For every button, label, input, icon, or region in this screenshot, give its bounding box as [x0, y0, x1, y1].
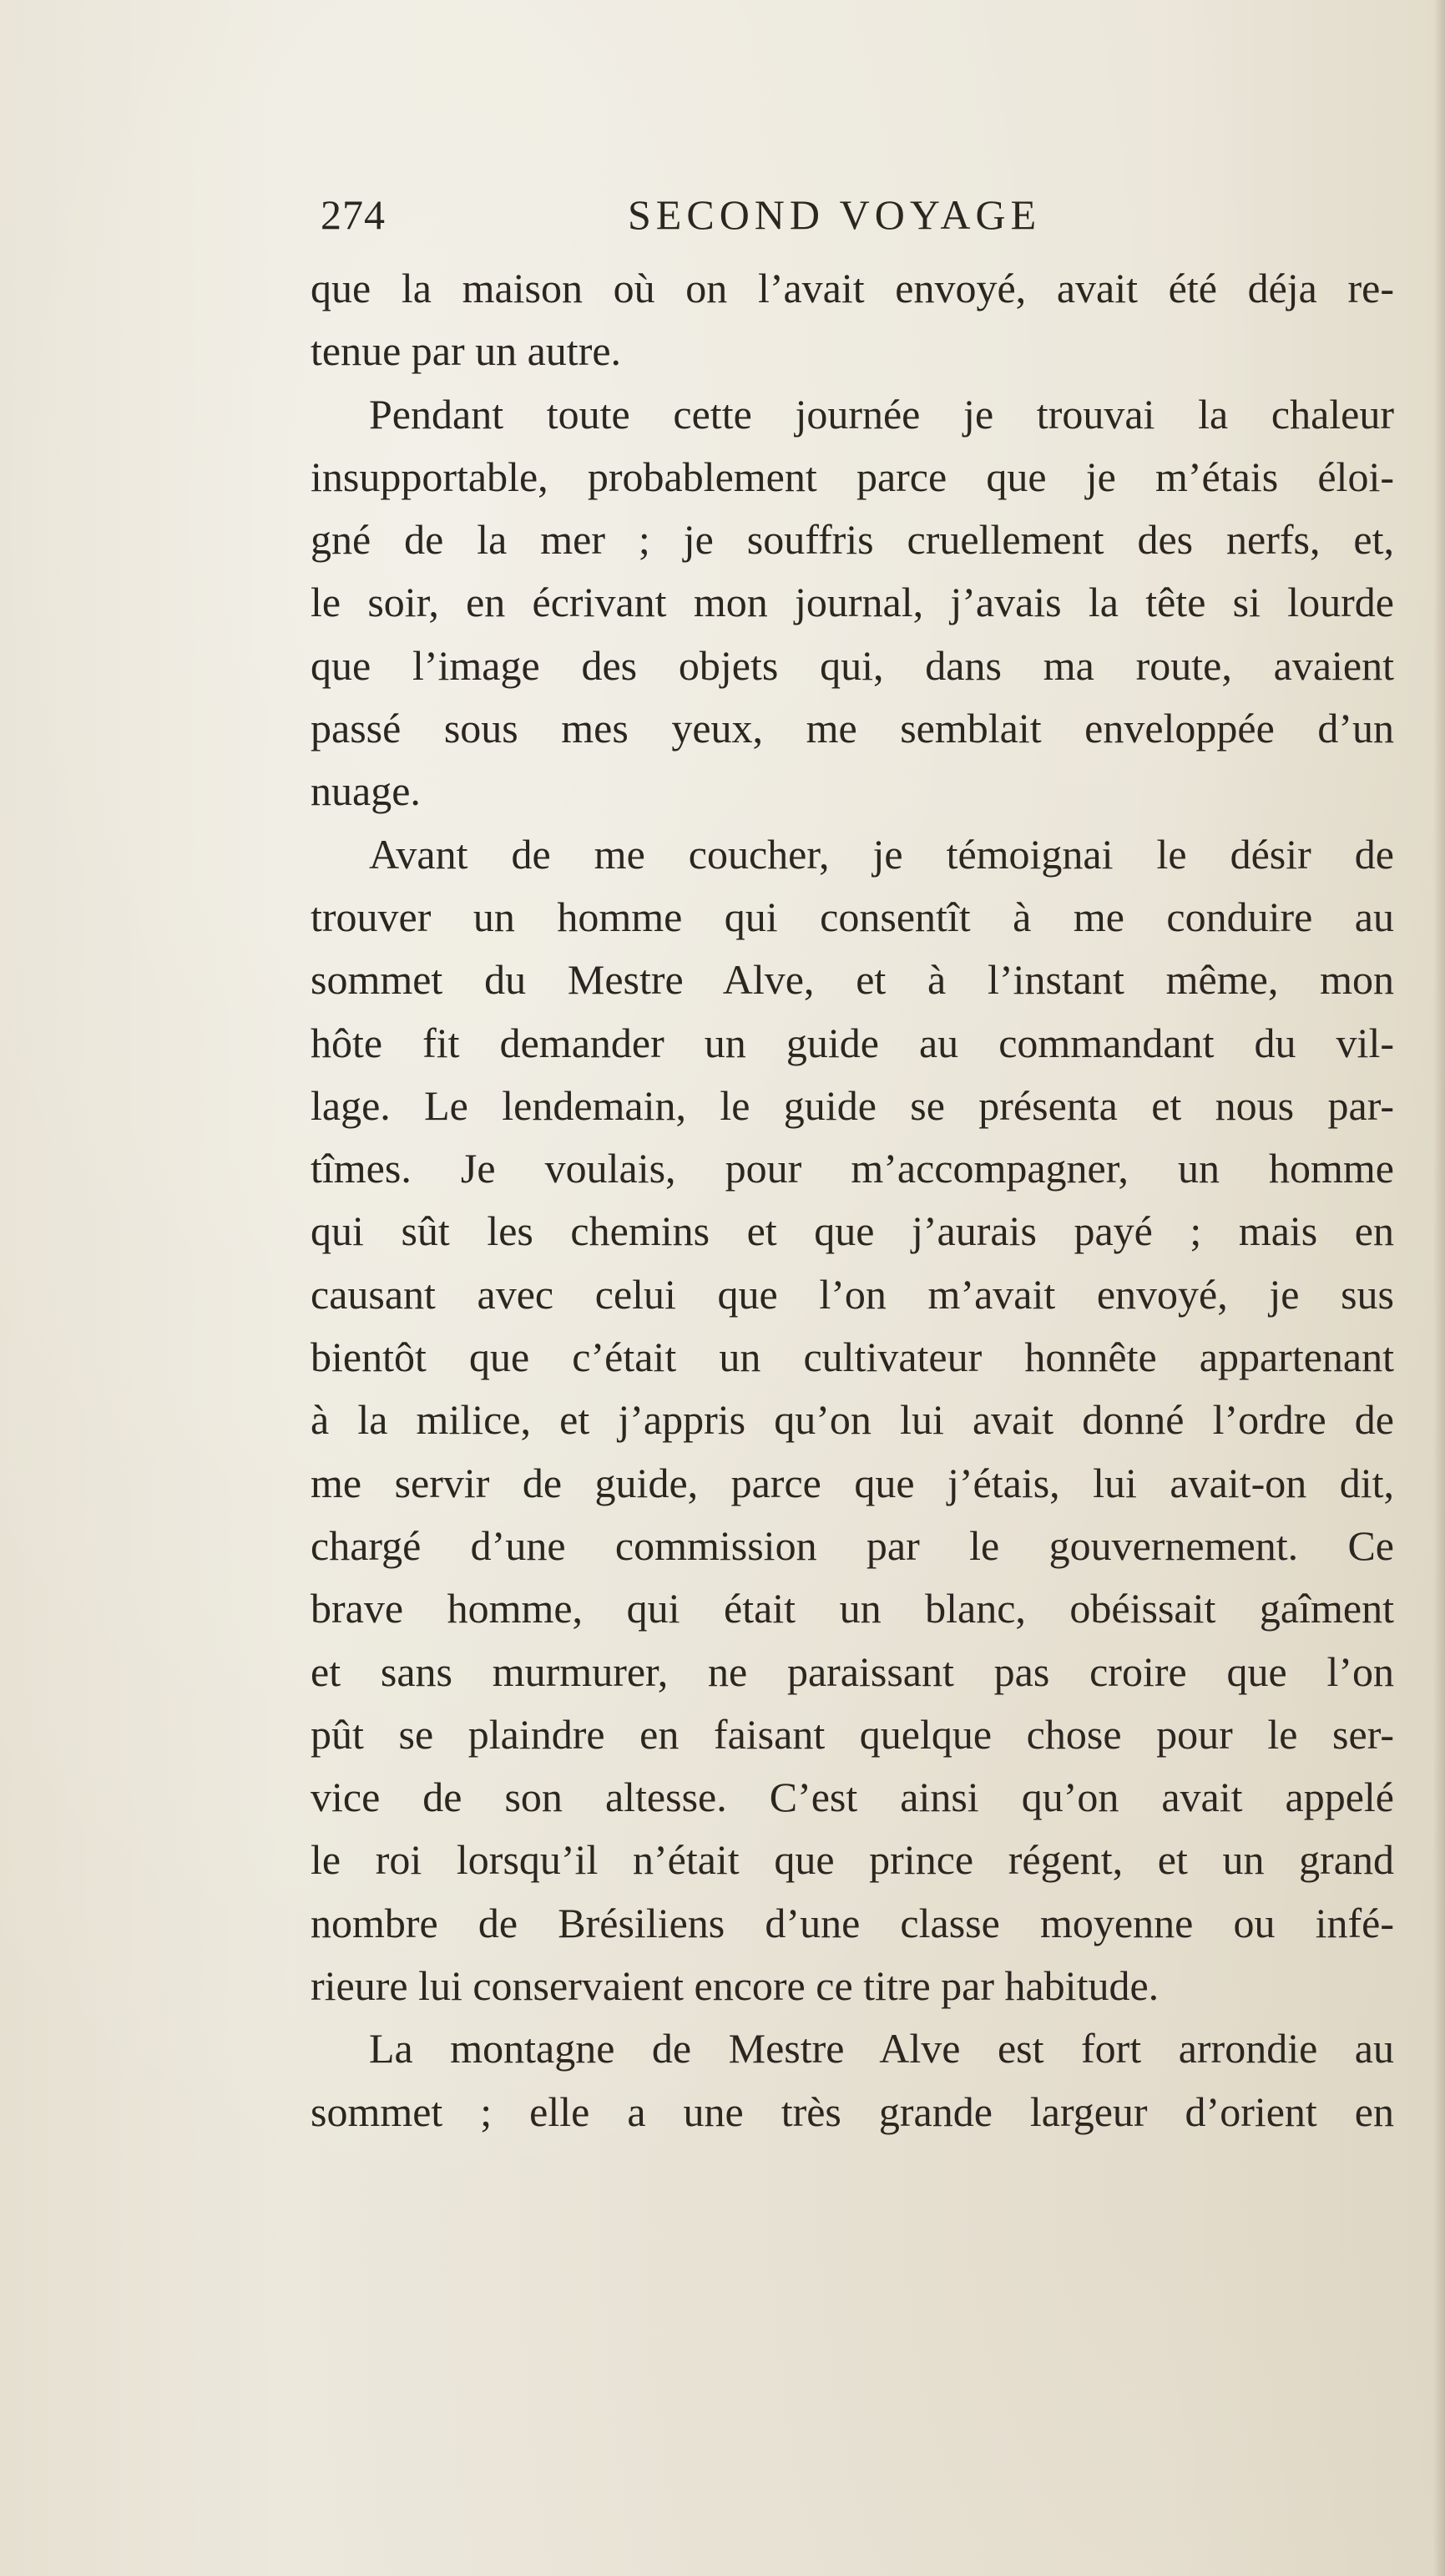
text-line: à la milice, et j’appris qu’on lui avait donné l’ordre de	[311, 1396, 1394, 1444]
text-line: qui sût les chemins et que j’aurais payé ; mais en	[311, 1207, 1394, 1255]
text-line: Pendant toute cette journée je trouvai la chaleur	[369, 390, 1394, 438]
text-line: Avant de me coucher, je témoignai le désir de	[369, 830, 1394, 878]
text-line: bientôt que c’était un cultivateur honnête appartenant	[311, 1334, 1394, 1381]
text-line: brave homme, qui était un blanc, obéissait gaîment	[311, 1585, 1394, 1632]
text-line: chargé d’une commission par le gouvernement. Ce	[311, 1521, 1394, 1569]
text-line: nuage.	[311, 767, 421, 815]
text-line: rieure lui conservaient encore ce titre par habitude.	[311, 1962, 1160, 2010]
text-line: trouver un homme qui consentît à me conduire au	[311, 893, 1394, 940]
page-number: 274	[321, 191, 386, 238]
text-line: me servir de guide, parce que j’étais, lui avait-on dit,	[311, 1459, 1394, 1506]
text-line: gné de la mer ; je souffris cruellement des nerfs, et,	[311, 516, 1394, 564]
text-line: le soir, en écrivant mon journal, j’avais la tête si lourde	[311, 579, 1394, 626]
text-line: vice de son altesse. C’est ainsi qu’on avait appelé	[311, 1774, 1394, 1821]
running-head: SECOND VOYAGE	[628, 191, 1042, 238]
text-line: pût se plaindre en faisant quelque chose pour le ser-	[311, 1710, 1394, 1758]
text-line: passé sous mes yeux, me semblait enveloppée d’un	[311, 705, 1394, 752]
body-text	[311, 257, 1394, 2143]
text-line: le roi lorsqu’il n’était que prince régent, et un grand	[311, 1836, 1394, 1884]
text-line: causant avec celui que l’on m’avait envoyé, je sus	[311, 1270, 1394, 1318]
page-header	[311, 185, 1129, 244]
text-line: insupportable, probablement parce que je m’étais éloi-	[311, 453, 1394, 500]
page-edge-shadow	[1433, 0, 1445, 2576]
text-line: sommet ; elle a une très grande largeur d’orient en	[311, 2088, 1394, 2135]
text-line: hôte fit demander un guide au commandant du vil-	[311, 1019, 1394, 1066]
text-line: tîmes. Je voulais, pour m’accompagner, un homme	[311, 1145, 1394, 1192]
text-line: tenue par un autre.	[311, 327, 622, 375]
text-line: La montagne de Mestre Alve est fort arrondie au	[369, 2025, 1394, 2072]
text-line: que l’image des objets qui, dans ma route, avaient	[311, 641, 1394, 689]
text-line: lage. Le lendemain, le guide se présenta et nous par-	[311, 1081, 1394, 1129]
text-line: nombre de Brésiliens d’une classe moyenne ou infé-	[311, 1899, 1394, 1946]
text-line: que la maison où on l’avait envoyé, avait été déja re-	[311, 265, 1394, 311]
text-line: sommet du Mestre Alve, et à l’instant même, mon	[311, 956, 1394, 1004]
text-line: et sans murmurer, ne paraissant pas croire que l’on	[311, 1647, 1394, 1695]
